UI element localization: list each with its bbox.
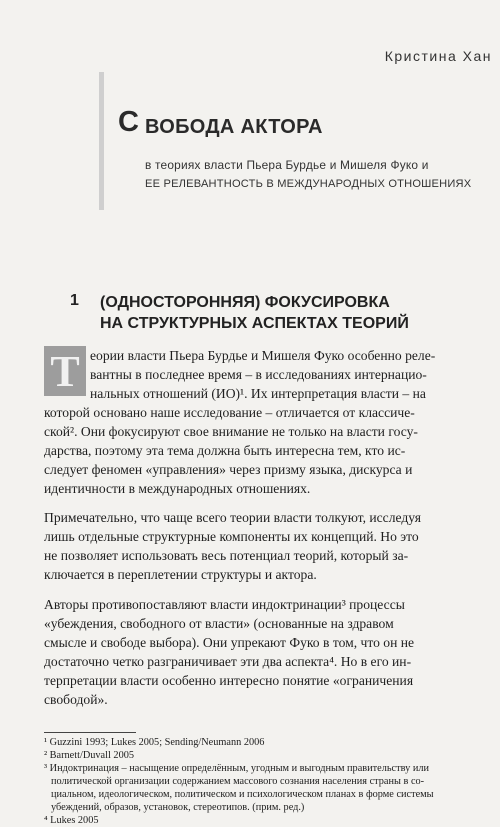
paragraph-line: не позволяет использовать весь потенциал теорий, который за-: [44, 548, 409, 563]
paragraph-line: терпретации власти особенно интересно понятие «ограничения: [44, 673, 414, 688]
running-head-author: Кристина Хан: [384, 48, 492, 64]
chapter-subtitle-line-2: ЕЕ РЕЛЕВАНТНОСТЬ В МЕЖДУНАРОДНЫХ ОТНОШЕНИЯХ: [145, 178, 472, 190]
section-title: [100, 292, 409, 334]
chapter-subtitle-line-1: в теориях власти Пьера Бурдье и Мишеля Фуко и: [145, 158, 429, 172]
paragraph-line: Примечательно, что чаще всего теории власти толкуют, исследуя: [44, 510, 421, 525]
paragraph-line: смысле и свободе выбора). Они упрекают Фуко в том, что он не: [44, 635, 415, 650]
paragraph-line: ской². Они фокусируют свое внимание не только на власти госу-: [44, 424, 418, 439]
paragraph-line: «убеждения, свободного от власти» (основанные на здравом: [44, 616, 394, 631]
paragraph-line: вантны в последнее время – в исследованиях интернацио-: [90, 367, 427, 382]
paragraph-line: следует феномен «управления» через призму языка, дискурса и: [44, 462, 413, 477]
chapter-title-bar: [99, 72, 104, 210]
paragraph-line: нальных отношений (ИО)¹. Их интерпретация власти – на: [90, 386, 426, 401]
paragraph-line: еории власти Пьера Бурдье и Мишеля Фуко особенно реле-: [90, 348, 436, 363]
footnote-3-line: ³ Индоктринация – насыщение определённым, угодным и выгодным правительству или: [44, 763, 430, 774]
paragraph-line: идентичности в международных отношениях.: [44, 481, 311, 496]
paragraph-line: свободой».: [44, 692, 108, 707]
footnote-2: ² Barnett/Duvall 2005: [44, 750, 135, 761]
paragraph-line: Авторы противопоставляют власти индоктринации³ процессы: [44, 597, 405, 612]
drop-cap: Т: [44, 346, 86, 396]
section-number: 1: [70, 292, 79, 309]
footnote-3-line: убеждений, образов, установок, стереотипов. (прим. ред.): [51, 802, 305, 813]
footnote-3-line: циальном, идеологическом, политическом и психологическом планах в форме системы: [51, 789, 434, 800]
paragraph-line: дарства, поэтому эта тема должна быть интересна тем, кто ис-: [44, 443, 406, 458]
section-title-line-1: (ОДНОСТОРОННЯЯ) ФОКУСИРОВКА: [100, 294, 390, 311]
paragraph-line: которой основано наше исследование – отличается от классиче-: [44, 405, 415, 420]
footnote-1: ¹ Guzzini 1993; Lukes 2005; Sending/Neumann 2006: [44, 737, 265, 748]
paragraph-line: достаточно четко разграничивает эти два аспекта⁴. Но в его ин-: [44, 654, 412, 669]
footnote-3-line: политической организации содержанием массового сознания населения страны в со-: [51, 776, 425, 787]
chapter-title-initial: С: [118, 106, 139, 138]
chapter-title: ВОБОДА АКТОРА: [145, 116, 323, 138]
footnote-4: ⁴ Lukes 2005: [44, 815, 99, 826]
paragraph-line: ключается в переплетении структуры и актора.: [44, 567, 317, 582]
section-title-line-2: НА СТРУКТУРНЫХ АСПЕКТАХ ТЕОРИЙ: [100, 315, 409, 332]
paragraph-line: лишь отдельные структурные компоненты их концепций. Но это: [44, 529, 419, 544]
footnote-rule: [44, 732, 136, 733]
